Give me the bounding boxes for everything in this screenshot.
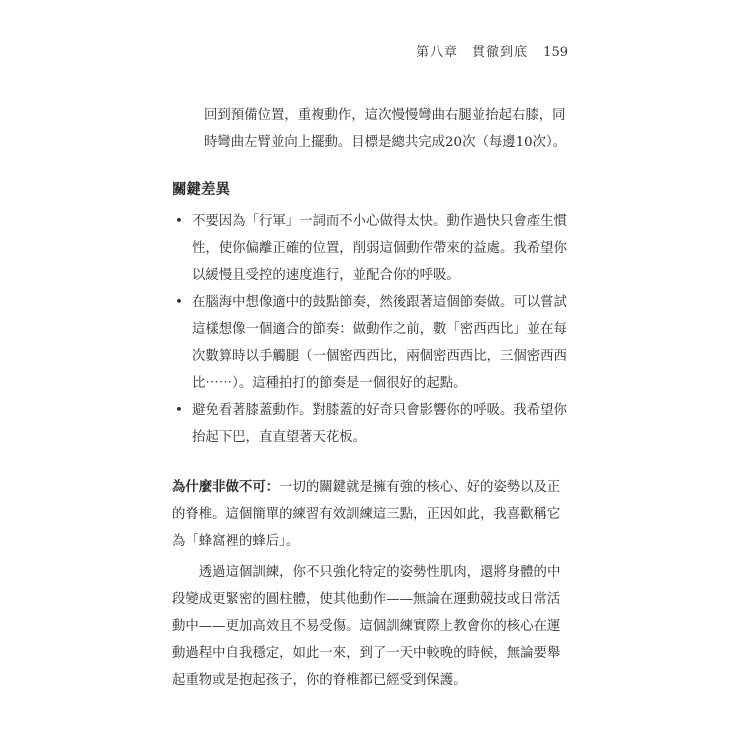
section-heading: 關鍵差異 [172, 182, 230, 198]
key-differences-list [172, 208, 568, 451]
page-number: 159 [543, 45, 568, 60]
list-item [172, 208, 568, 289]
list-item [172, 397, 568, 451]
list-item [172, 289, 568, 397]
closing-paragraph: 透過這個訓練，你不只強化特定的姿勢性肌肉，還將身體的中段變成更緊密的圓柱體，使其他動作——無論在運動競技或日常活動中——更加高效且不易受傷。這個訓練實際上教會你的核心在運動過程中自我穩定，如此一來，到了一天中較晚的時候，無論要舉起重物或是抱起孩子，你的脊椎都已經受到保護。 [172, 565, 561, 688]
running-header [416, 41, 568, 60]
chapter-title: 第八章 貫徹到底 [416, 45, 529, 60]
why-label: 為什麼非做不可： [172, 480, 280, 495]
bullet-icon: • [175, 403, 183, 418]
bullet-icon: • [175, 295, 183, 310]
list-item-text: 避免看著膝蓋動作。對膝蓋的好奇只會影響你的呼吸。我希望你抬起下巴，直直望著天花板。 [192, 403, 567, 445]
page-body [172, 102, 568, 694]
list-item-text: 不要因為「行軍」一詞而不小心做得太快。動作過快只會產生慣性，使你偏離正確的位置，削弱這個動作帶來的益處。我希望你以緩慢且受控的速度進行，並配合你的呼吸。 [192, 214, 567, 283]
bullet-icon: • [175, 214, 183, 229]
why-paragraph [172, 474, 568, 555]
list-item-text: 在腦海中想像適中的鼓點節奏，然後跟著這個節奏做。可以嘗試這樣想像一個適合的節奏：做動作之前，數「密西西比」並在每次數算時以手觸腿（一個密西西比，兩個密西西比，三個密西西比⋯⋯）。這種拍打的節奏是一個很好的起點。 [192, 295, 567, 391]
why-text: 一切的關鍵就是擁有強的核心、好的姿勢以及正的脊椎。這個簡單的練習有效訓練這三點，正因如此，我喜歡稱它為「蜂窩裡的蜂后」。 [172, 480, 561, 549]
continued-instruction-paragraph: 回到預備位置，重複動作，這次慢慢彎曲右腿並抬起右膝，同時彎曲左臂並向上擺動。目標是總共完成20次（每邊10次）。 [204, 108, 567, 150]
